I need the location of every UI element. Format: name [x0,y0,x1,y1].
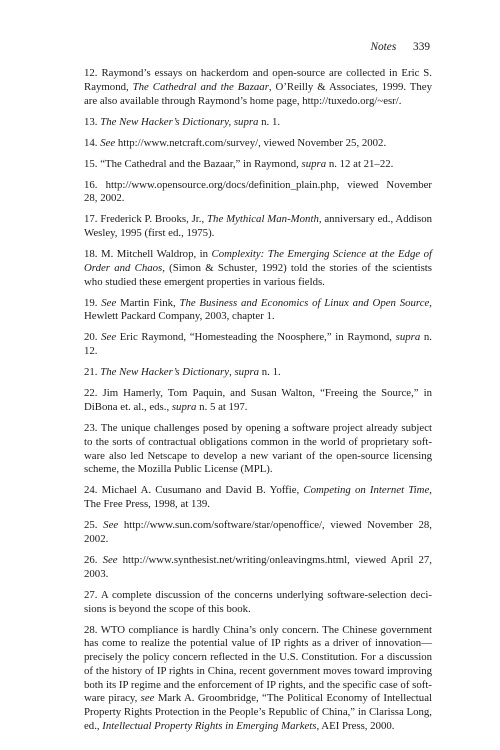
endnote-text: Raymond’s essays on hackerdom and open-source are collected in Eric S. Raymond, [84,67,433,93]
endnote [84,248,432,289]
endnote-text: WTO compliance is hardly China’s only concern. The Chinese government has come to realize the potential value of IP rights as a driver of innovation—precisely the policy concern reflected in the U.S. Constitution. For a discussion of the history of IP rights in China, recent government moves toward improving both its IP regime and the enforcement of IP rights, and the specific case of software piracy, [84,623,432,705]
endnote-text: , AEI Press, 2000. [316,720,395,733]
endnote-text: http://www.netcraft.com/survey/, viewed November 25, 2002. [115,136,387,149]
endnote-number: 14. [84,136,98,149]
endnote-number: 28. [84,623,98,636]
endnote-text: , [229,366,235,379]
endnote-text: anniversary ed., Addison Wesley, 1995 (first ed., 1975). [84,213,433,240]
endnote-text: n. 1. [258,115,281,128]
endnote-italic-text: supra [171,401,197,414]
endnote-italic-text: The Business and Economics of Linux and Open Source [179,296,430,309]
endnote-number: 17. [84,213,98,226]
endnote [84,67,432,108]
endnote-text: http://www.opensource.org/docs/definition_plain.php, viewed November 28, 2002. [84,178,433,205]
endnote-text: Frederick P. Brooks, Jr., [100,213,208,226]
endnote [84,624,432,734]
endnote-number: 13. [84,115,98,128]
endnote-text: A complete discussion of the concerns underlying software-selection decisions is beyond the scope of this book. [84,588,432,615]
endnote-text: , (Simon & Schuster, 1992) told the stories of the scientists who studied these emergent properties in various fields. [84,261,432,288]
endnote [84,519,432,547]
endnote [84,387,432,415]
endnote-italic-text: See [100,136,116,149]
endnote-italic-text: supra [234,366,260,379]
endnote-italic-text: supra [395,331,421,344]
endnote-italic-text: Intellectual Property Rights in Emerging Markets [102,720,317,733]
endnote-text: Michael A. Cusumano and David B. Yoffie, [101,484,304,497]
endnote-text: , Hewlett Packard Company, 2003, chapter 1. [84,296,432,323]
endnote-italic-text: Complexity: The Emerging Science at the Edge of Order and Chaos [84,248,432,274]
endnote-number: 25. [84,519,98,532]
endnote [84,484,432,512]
endnote-text: The unique challenges posed by opening a software project already subject to the sorts of contractual obligations common in the world of proprietary software also led Netscape to develop a new variant of the open-source licensing scheme, the Mozilla Public License (MPL). [84,422,432,476]
endnote-italic-text: See [101,296,117,309]
endnote-number: 18. [84,248,98,261]
endnote-italic-text: supra [301,157,327,170]
endnote-text: n. 1. [259,366,281,379]
endnote-text: Martin Fink, [116,296,180,309]
endnote-number: 21. [84,366,98,379]
endnote [84,116,432,130]
endnote-text: , The Free Press, 1998, at 139. [84,484,432,511]
endnote-number: 20. [84,331,98,344]
endnote-italic-text: Competing on Internet Time [303,484,430,497]
endnote [84,158,432,172]
endnote-italic-text: See [103,519,119,532]
endnote [84,589,432,617]
page-header [370,41,430,53]
endnote-text: M. Mitchell Waldrop, in [100,248,212,261]
endnote-number: 15. [84,157,98,170]
endnote-italic-text: The Cathedral and the Bazaar [132,80,269,93]
running-head-title: Notes [370,41,397,53]
endnote-text: n. 12. [84,331,433,358]
endnotes-list [84,67,432,734]
endnote-number: 26. [84,553,98,566]
endnote [84,422,432,477]
endnote-text: Jim Hamerly, Tom Paquin, and Susan Walton, “Freeing the Source,” in DiBona et. al., eds., [84,387,433,414]
endnote-text: Mark A. Groombridge, “The Political Economy of Intellectual Property Rights Protection in the People’s Republic of China,” in Clarissa Long, ed., [84,692,432,733]
endnote-text: n. 12 at 21–22. [326,157,394,170]
endnote-text: , O’Reilly & Associates, 1999. They are also available through Raymond’s home page, http://tuxedo.org/~esr/. [84,80,432,107]
endnote-text: http://www.sun.com/software/star/openoffice/, viewed November 28, 2002. [84,519,432,545]
endnote-number: 16. [84,178,98,191]
endnote-number: 27. [84,588,98,601]
endnote [84,366,432,380]
endnote-text: “The Cathedral and the Bazaar,” in Raymond, [100,157,302,170]
endnote-number: 12. [84,67,98,79]
endnote-italic-text: The Mythical Man-Month, [207,213,322,226]
endnote [84,554,432,582]
endnote [84,297,432,325]
endnote-italic-text: See [102,553,118,566]
endnote-italic-text: see [140,692,155,705]
endnote [84,213,432,241]
endnote-text: http://www.synthesist.net/writing/onleavingms.html, viewed April 27, 2003. [84,553,433,580]
endnote-text: n. 5 at 197. [196,401,248,414]
endnote [84,137,432,151]
endnote-number: 19. [84,296,98,309]
endnote-number: 22. [84,387,98,400]
endnote-italic-text: See [101,331,117,344]
endnote-number: 23. [84,422,98,434]
endnote [84,331,432,359]
endnote-italic-text: The New Hacker’s Dictionary [100,366,230,379]
page-number: 339 [413,41,430,53]
endnote-text: Eric Raymond, “Homesteading the Noosphere,” in Raymond, [116,331,396,344]
endnote [84,179,432,207]
endnote-number: 24. [84,484,98,497]
endnote-italic-text: The New Hacker’s Dictionary, supra [100,115,259,128]
